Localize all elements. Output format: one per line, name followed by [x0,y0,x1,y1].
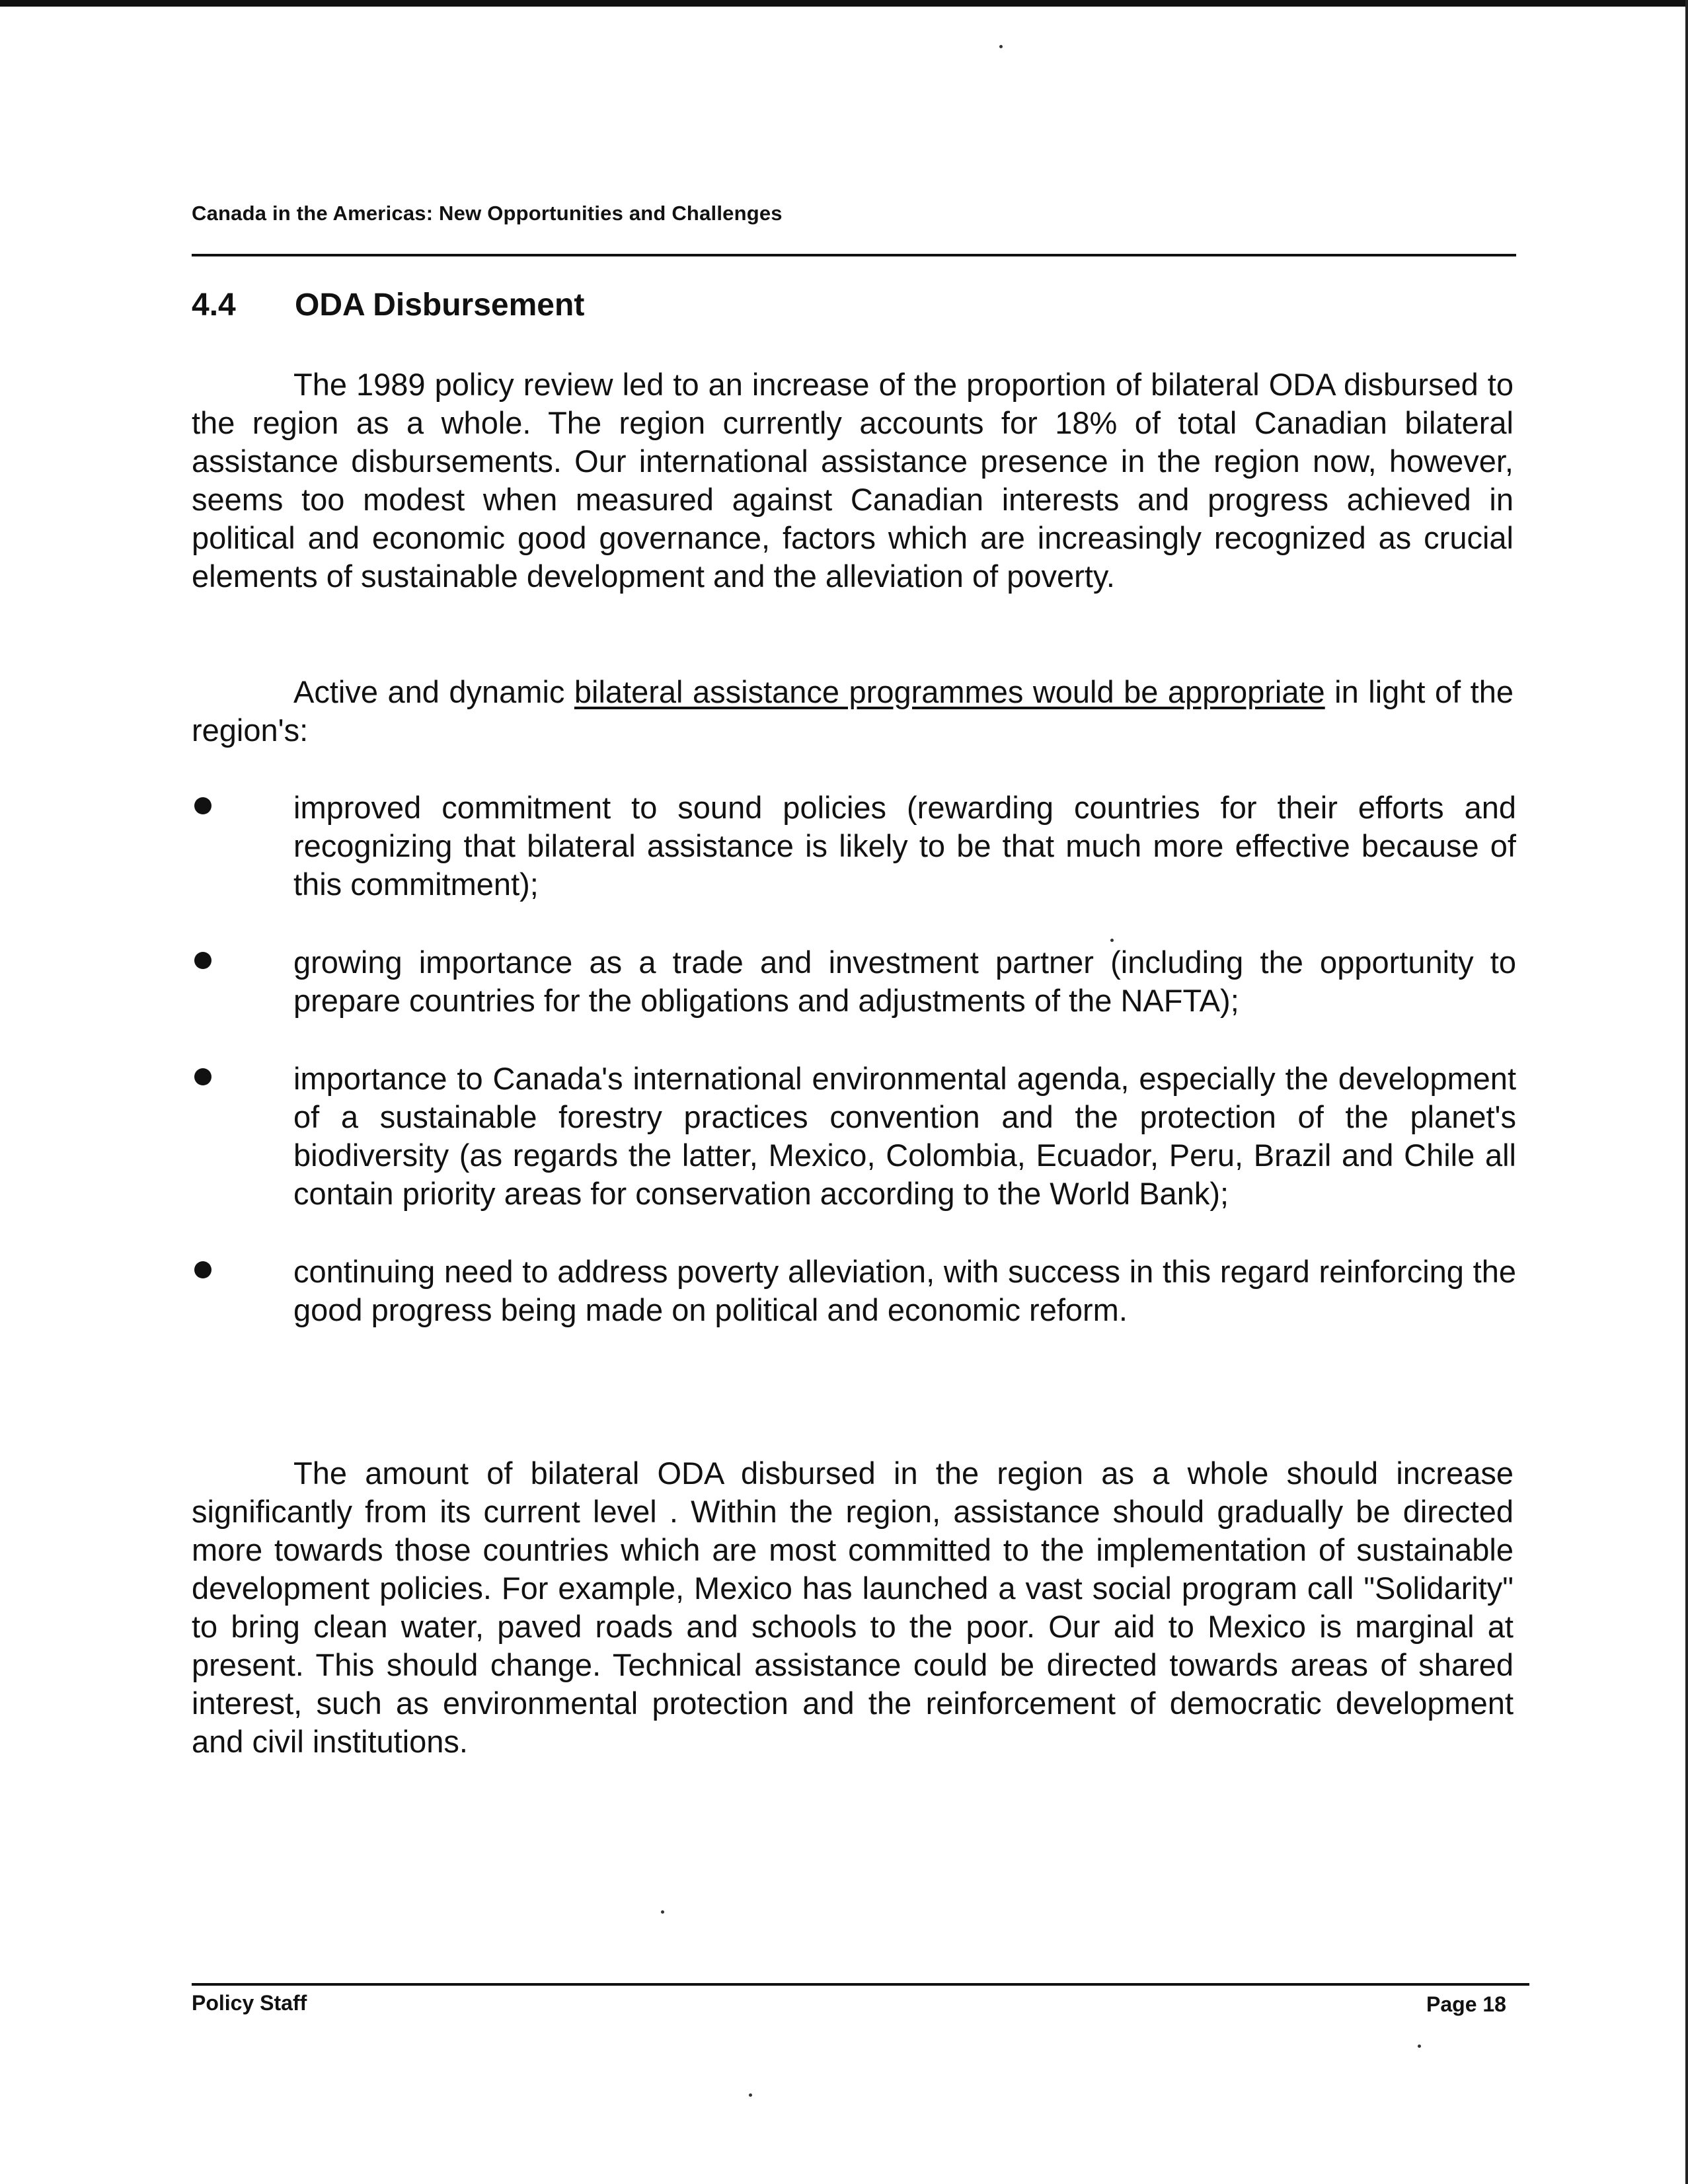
scan-top-border [0,0,1688,7]
footer-author: Policy Staff [192,1991,307,2015]
list-item-text: continuing need to address poverty alleviation, with success in this regard reinforcing the good progress being made on political and economic reform. [293,1254,1516,1327]
scan-speck [1110,939,1114,942]
bullet-icon [194,952,211,969]
list-item-text: growing importance as a trade and investment partner (including the opportunity to prepare countries for the obligations and adjustments of the NAFTA); [293,945,1516,1018]
bullet-icon [194,1261,211,1278]
paragraph-oda-increase: The amount of bilateral ODA disbursed in the region as a whole should increase significantly from its current level . Within the region, assistance should gradually be directed more towards those countries which are most committed to the implementation of sustainable development policies. For example, Mexico has launched a vast social program call "Solidarity" to bring clean water, paved roads and schools to the poor. Our aid to Mexico is marginal at present. This should change. Technical assistance could be directed towards areas of shared interest, such as environmental protection and the reinforcement of democratic development and civil institutions. [192,1456,1514,1759]
section-number: 4.4 [192,288,236,323]
bullet-icon [194,797,211,814]
header-rule [192,254,1516,256]
paragraph-active-programmes-lead: Active and dynamic [293,674,574,709]
list-item [192,1060,1516,1213]
scan-speck [1418,2045,1421,2048]
scan-speck [749,2093,752,2097]
list-item [192,943,1516,1020]
paragraph-active-programmes-tail: in light of the region's: [192,674,1514,748]
list-item-text: improved commitment to sound policies (rewarding countries for their efforts and recognizing that bilateral assistance is likely to be that much more effective because of this commitment); [293,790,1516,902]
scan-right-border [1685,0,1688,2184]
list-item-text: importance to Canada's international environmental agenda, especially the development of a sustainable forestry practices convention and the protection of the planet's biodiversity (as regards the latter, Mexico, Colombia, Ecuador, Peru, Brazil and Chile all contain priority areas for conservation according to the World Bank); [293,1061,1516,1211]
page-number: Page 18 [1426,1992,1506,2016]
list-item [192,1253,1516,1329]
scan-speck [661,1910,664,1914]
section-heading [192,287,584,323]
list-item [192,789,1516,904]
bullet-list [192,789,1516,1369]
scan-speck [999,45,1003,48]
paragraph-oda-review: The 1989 policy review led to an increase of the proportion of bilateral ODA disbursed to the region as a whole. The region currently accounts for 18% of total Canadian bilateral assistance disbursements. Our international assistance presence in the region now, however, seems too modest when measured against Canadian interests and progress achieved in political and economic good governance, factors which are increasingly recognized as crucial elements of sustainable development and the alleviation of poverty. [192,367,1514,594]
footer-rule [192,1983,1529,1986]
section-title: ODA Disbursement [295,288,585,323]
bullet-icon [194,1068,211,1085]
paragraph-active-programmes [192,673,1514,750]
running-header: Canada in the Americas: New Opportunities and Challenges [192,202,783,225]
underlined-phrase: bilateral assistance programmes would be appropriate [574,674,1325,709]
